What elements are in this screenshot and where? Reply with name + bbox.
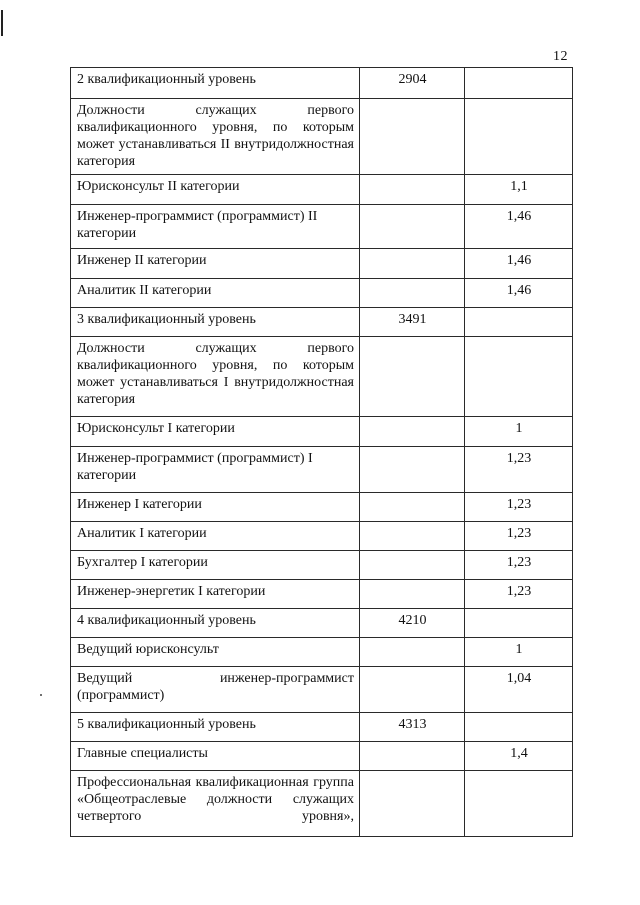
position-name: Аналитик I категории bbox=[71, 522, 360, 551]
table-row bbox=[71, 308, 573, 337]
position-name: Юрисконсульт II категории bbox=[71, 175, 360, 205]
coefficient-value: 1,46 bbox=[465, 205, 573, 249]
table-row bbox=[71, 99, 573, 175]
salary-value bbox=[360, 551, 465, 580]
table-row bbox=[71, 249, 573, 279]
table-row bbox=[71, 337, 573, 417]
position-name: Инженер II категории bbox=[71, 249, 360, 279]
salary-value: 4210 bbox=[360, 609, 465, 638]
salary-value bbox=[360, 522, 465, 551]
table-row bbox=[71, 551, 573, 580]
position-name: 4 квалификационный уровень bbox=[71, 609, 360, 638]
coefficient-value bbox=[465, 713, 573, 742]
salary-value bbox=[360, 99, 465, 175]
position-name: Главные специалисты bbox=[71, 742, 360, 771]
table-row bbox=[71, 522, 573, 551]
position-name: 2 квалификационный уровень bbox=[71, 68, 360, 99]
salary-value bbox=[360, 667, 465, 713]
salary-value: 4313 bbox=[360, 713, 465, 742]
position-name: Должности служащих первого квалификационного уровня, по которым может устанавливаться I внутридолжностная категория bbox=[71, 337, 360, 417]
table-row bbox=[71, 713, 573, 742]
coefficient-value: 1 bbox=[465, 638, 573, 667]
position-name: Бухгалтер I категории bbox=[71, 551, 360, 580]
position-name: 3 квалификационный уровень bbox=[71, 308, 360, 337]
coefficient-value bbox=[465, 308, 573, 337]
coefficient-value: 1,1 bbox=[465, 175, 573, 205]
coefficient-value: 1,04 bbox=[465, 667, 573, 713]
salary-value bbox=[360, 175, 465, 205]
coefficient-value bbox=[465, 771, 573, 837]
salary-value bbox=[360, 279, 465, 308]
table-row bbox=[71, 638, 573, 667]
coefficient-value: 1,23 bbox=[465, 522, 573, 551]
position-name: Должности служащих первого квалификационного уровня, по которым может устанавливаться II внутридолжностная категория bbox=[71, 99, 360, 175]
coefficient-value: 1,23 bbox=[465, 447, 573, 493]
position-name: 5 квалификационный уровень bbox=[71, 713, 360, 742]
salary-value bbox=[360, 337, 465, 417]
position-name: Инженер I категории bbox=[71, 493, 360, 522]
scan-speck bbox=[40, 694, 42, 696]
table-row bbox=[71, 175, 573, 205]
coefficient-value: 1 bbox=[465, 417, 573, 447]
coefficient-value: 1,23 bbox=[465, 551, 573, 580]
position-name: Профессиональная квалификационная группа «Общеотраслевые должности служащих четвертого уровня», bbox=[71, 771, 360, 837]
table-row bbox=[71, 667, 573, 713]
page-number: 12 bbox=[553, 49, 568, 64]
salary-value bbox=[360, 417, 465, 447]
salary-value bbox=[360, 580, 465, 609]
coefficient-value bbox=[465, 609, 573, 638]
coefficient-value: 1,46 bbox=[465, 279, 573, 308]
coefficient-value: 1,4 bbox=[465, 742, 573, 771]
salary-value bbox=[360, 493, 465, 522]
table-row bbox=[71, 68, 573, 99]
table-row bbox=[71, 279, 573, 308]
salary-value bbox=[360, 771, 465, 837]
salary-table bbox=[70, 67, 573, 837]
position-name: Юрисконсульт I категории bbox=[71, 417, 360, 447]
position-name: Аналитик II категории bbox=[71, 279, 360, 308]
salary-value bbox=[360, 638, 465, 667]
coefficient-value: 1,23 bbox=[465, 580, 573, 609]
table-row bbox=[71, 609, 573, 638]
salary-value bbox=[360, 205, 465, 249]
table-row bbox=[71, 417, 573, 447]
salary-value bbox=[360, 249, 465, 279]
salary-value: 2904 bbox=[360, 68, 465, 99]
position-name: Инженер-энергетик I категории bbox=[71, 580, 360, 609]
position-name: Ведущий инженер-программист (программист) bbox=[71, 667, 360, 713]
scan-edge-mark bbox=[1, 10, 3, 36]
salary-value: 3491 bbox=[360, 308, 465, 337]
salary-value bbox=[360, 742, 465, 771]
coefficient-value bbox=[465, 99, 573, 175]
position-name: Инженер-программист (программист) II категории bbox=[71, 205, 360, 249]
salary-value bbox=[360, 447, 465, 493]
table-row bbox=[71, 447, 573, 493]
coefficient-value: 1,46 bbox=[465, 249, 573, 279]
table-row bbox=[71, 580, 573, 609]
table-row bbox=[71, 493, 573, 522]
table-row bbox=[71, 742, 573, 771]
position-name: Инженер-программист (программист) I категории bbox=[71, 447, 360, 493]
table-row bbox=[71, 205, 573, 249]
coefficient-value bbox=[465, 68, 573, 99]
coefficient-value bbox=[465, 337, 573, 417]
coefficient-value: 1,23 bbox=[465, 493, 573, 522]
position-name: Ведущий юрисконсульт bbox=[71, 638, 360, 667]
table-row bbox=[71, 771, 573, 837]
